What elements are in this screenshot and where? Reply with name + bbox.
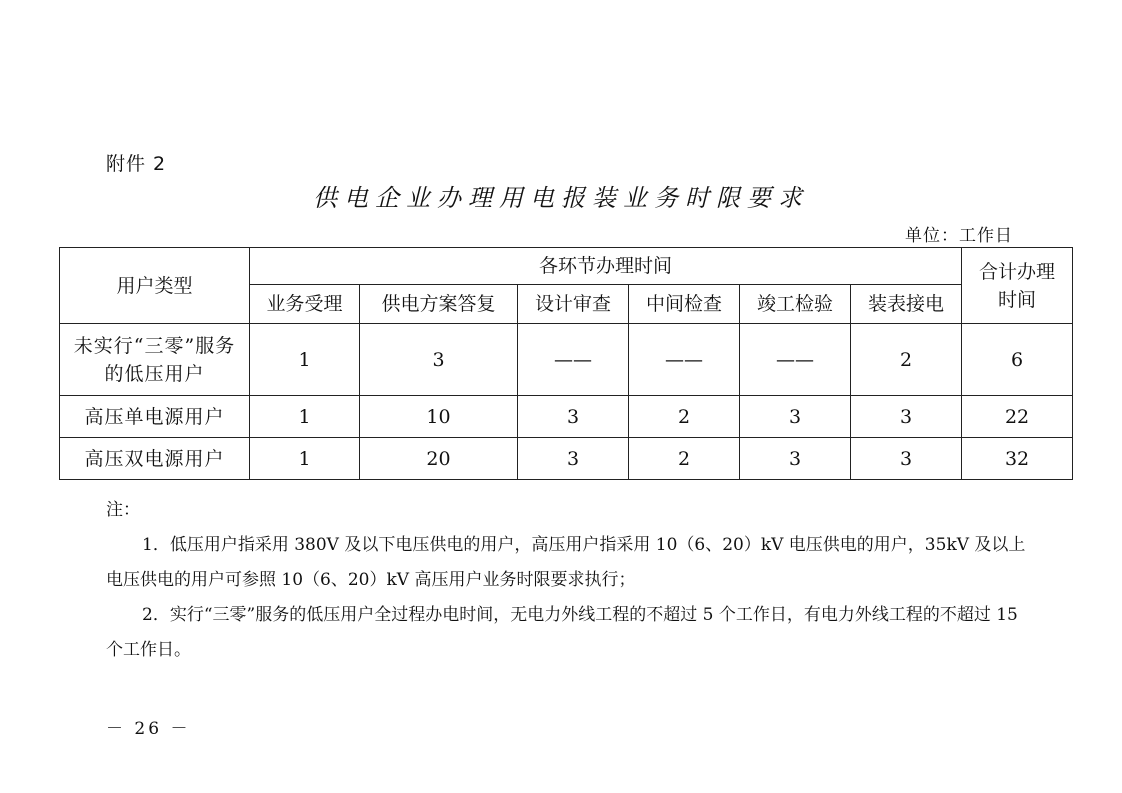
table-cell: 1 (250, 324, 360, 396)
table-row (60, 396, 1073, 438)
table-cell: 3 (360, 324, 518, 396)
header-stages-group: 各环节办理时间 (250, 248, 962, 285)
header-total-line1: 合计办理 (979, 260, 1056, 283)
table-cell: —— (629, 324, 740, 396)
table-cell: 3 (851, 396, 962, 438)
row-label-line1: 未实行“三零”服务 (73, 334, 236, 357)
table-cell: 2 (629, 396, 740, 438)
table-cell: 2 (851, 324, 962, 396)
table-cell: 3 (740, 396, 851, 438)
table-cell-total: 32 (962, 438, 1073, 480)
header-stage: 中间检查 (629, 285, 740, 324)
table-cell-total: 22 (962, 396, 1073, 438)
time-limit-table (59, 247, 1073, 480)
table-row (60, 324, 1073, 396)
table-cell: —— (518, 324, 629, 396)
header-stage: 竣工检验 (740, 285, 851, 324)
header-stage: 设计审查 (518, 285, 629, 324)
header-stage: 装表接电 (851, 285, 962, 324)
row-label-line2: 的低压用户 (104, 362, 205, 385)
table-cell: 3 (518, 438, 629, 480)
table-cell: 1 (250, 438, 360, 480)
table-cell-total: 6 (962, 324, 1073, 396)
header-user-type: 用户类型 (60, 248, 250, 324)
notes-section (106, 493, 1036, 668)
attachment-label: 附件 2 (106, 153, 167, 175)
note-item: 1．低压用户指采用 380V 及以下电压供电的用户，高压用户指采用 10（6、20）kV 电压供电的用户，35kV 及以上电压供电的用户可参照 10（6、20）kV 高压用户业务时限要求执行； (106, 535, 1026, 590)
row-label: 高压单电源用户 (60, 396, 250, 438)
table-cell: 3 (740, 438, 851, 480)
table-cell: 10 (360, 396, 518, 438)
table-cell: 3 (851, 438, 962, 480)
document-title: 供电企业办理用电报装业务时限要求 (313, 184, 809, 212)
page-number: － 26 － (106, 719, 191, 739)
table-cell: 20 (360, 438, 518, 480)
row-label (60, 324, 250, 396)
table-cell: 3 (518, 396, 629, 438)
unit-label: 单位：工作日 (905, 226, 1013, 246)
notes-heading: 注： (106, 500, 140, 520)
row-label: 高压双电源用户 (60, 438, 250, 480)
table-cell: 2 (629, 438, 740, 480)
table-cell: —— (740, 324, 851, 396)
note-item: 2．实行“三零”服务的低压用户全过程办电时间，无电力外线工程的不超过 5 个工作日，有电力外线工程的不超过 15 个工作日。 (106, 605, 1018, 660)
table-row (60, 438, 1073, 480)
header-stage: 业务受理 (250, 285, 360, 324)
table-cell: 1 (250, 396, 360, 438)
table-header-row (60, 248, 1073, 285)
header-total (962, 248, 1073, 324)
header-total-line2: 时间 (998, 288, 1037, 311)
header-stage: 供电方案答复 (360, 285, 518, 324)
